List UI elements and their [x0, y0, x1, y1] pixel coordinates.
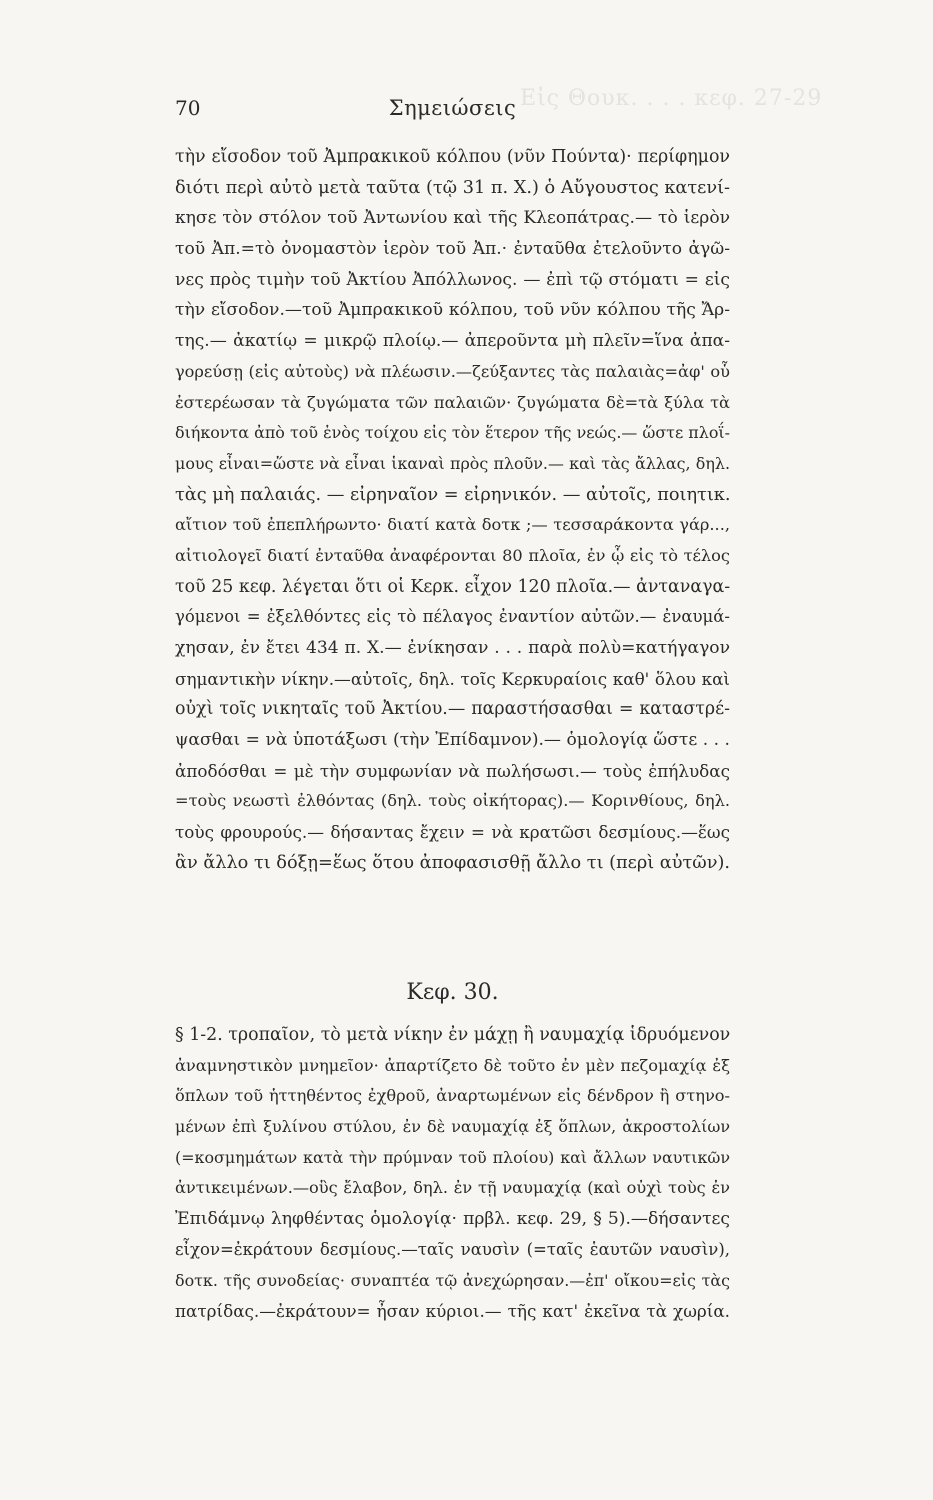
text-line: (=κοσμημάτων κατὰ τὴν πρύμναν τοῦ πλοίου) καὶ ἄλλων ναυτικῶν: [175, 1147, 730, 1167]
text-line: ὅπλων τοῦ ἡττηθέντος ἐχθροῦ, ἀναρτωμένων εἰς δένδρον ἢ στηνο-: [175, 1086, 730, 1106]
text-line: γόμενοι = ἐξελθόντες εἰς τὸ πέλαγος ἐναντίον αὐτῶν.— ἐναυμά-: [175, 607, 730, 627]
text-line: πατρίδας.—ἐκράτουν= ἦσαν κύριοι.— τῆς κατ' ἐκεῖνα τὰ χωρία.: [175, 1301, 730, 1322]
text-line: ἂν ἄλλο τι δόξῃ=ἕως ὅτου ἀποφασισθῇ ἄλλο τι (περὶ αὐτῶν).: [175, 852, 730, 873]
text-line: διήκοντα ἀπὸ τοῦ ἑνὸς τοίχου εἰς τὸν ἕτερον τῆς νεώς.— ὥστε πλοΐ-: [175, 423, 730, 443]
text-line: τοὺς φρουρούς.— δήσαντας ἔχειν = νὰ κρατῶσι δεσμίους.—ἕως: [175, 822, 730, 843]
text-line: νες πρὸς τιμὴν τοῦ Ἀκτίου Ἀπόλλωνος. — ἐπὶ τῷ στόματι = εἰς: [175, 269, 730, 290]
bleed-through-text: Εἰς Θουκ. . . . κεφ. 27-29: [520, 86, 823, 111]
text-line: της.— ἀκατίῳ = μικρῷ πλοίῳ.— ἀπεροῦντα μὴ πλεῖν=ἵνα ἀπα-: [175, 331, 730, 352]
text-line: τὴν εἴσοδον τοῦ Ἀμπρακικοῦ κόλπου (νῦν Πούντα)· περίφημον: [175, 147, 730, 167]
text-line: γορεύσῃ (εἰς αὐτοὺς) νὰ πλέωσιν.—ζεύξαντες τὰς παλαιὰς=ἀφ' οὗ: [175, 361, 730, 381]
text-line: ἀποδόσθαι = μὲ τὴν συμφωνίαν νὰ πωλήσωσι.— τοὺς ἐπήλυδας: [175, 760, 730, 781]
text-line: χησαν, ἐν ἔτει 434 π. Χ.— ἐνίκησαν . . . παρὰ πολὺ=κατήγαγον: [175, 638, 730, 658]
page-number: 70: [175, 96, 201, 120]
chapter-heading: Κεφ. 30.: [406, 980, 499, 1005]
text-line: διότι περὶ αὐτὸ μετὰ ταῦτα (τῷ 31 π. Χ.) ὁ Αὔγουστος κατενί-: [175, 177, 730, 198]
text-line: ψασθαι = νὰ ὑποτάξωσι (τὴν Ἐπίδαμνον).— ὁμολογίᾳ ὥστε . . .: [175, 730, 730, 751]
text-line: μένων ἐπὶ ξυλίνου στύλου, ἐν δὲ ναυμαχίᾳ ἐξ ὅπλων, ἀκροστολίων: [175, 1117, 730, 1137]
text-line: οὐχὶ τοῖς νικηταῖς τοῦ Ἀκτίου.— παραστήσασθαι = καταστρέ-: [175, 699, 730, 720]
text-line: § 1-2. τροπαῖον, τὸ μετὰ νίκην ἐν μάχῃ ἢ ναυμαχίᾳ ἱδρυόμενον: [175, 1025, 731, 1045]
text-line: αἴτιον τοῦ ἐπεπλήρωντο· διατί κατὰ δοτκ ;— τεσσαράκοντα γάρ...,: [175, 515, 730, 535]
commentary-text: [175, 142, 915, 879]
text-line: αἰτιολογεῖ διατί ἐνταῦθα ἀναφέρονται 80 πλοῖα, ἐν ᾧ εἰς τὸ τέλος: [175, 545, 730, 565]
text-line: ἐστερέωσαν τὰ ζυγώματα τῶν παλαιῶν· ζυγώματα δὲ=τὰ ξύλα τὰ: [175, 392, 730, 412]
text-line: τοῦ Ἀπ.=τὸ ὀνομαστὸν ἱερὸν τοῦ Ἀπ.· ἐνταῦθα ἐτελοῦντο ἀγῶ-: [175, 239, 730, 260]
text-line: τὴν εἴσοδον.—τοῦ Ἀμπρακικοῦ κόλπου, τοῦ νῦν κόλπου τῆς Ἄρ-: [175, 300, 730, 321]
text-line: σημαντικὴν νίκην.—αὐτοῖς, δηλ. τοῖς Κερκυραίοις καθ' ὅλου καὶ: [175, 668, 730, 689]
text-line: ἀντικειμένων.—οὓς ἔλαβον, δηλ. ἐν τῇ ναυμαχίᾳ (καὶ οὐχὶ τοὺς ἐν: [175, 1178, 730, 1198]
text-line: εἶχον=ἐκράτουν δεσμίους.—ταῖς ναυσὶν (=ταῖς ἑαυτῶν ναυσὶν),: [175, 1239, 730, 1259]
text-line: τοῦ 25 κεφ. λέγεται ὅτι οἱ Κερκ. εἶχον 120 πλοῖα.— ἀνταναγα-: [175, 576, 731, 597]
chapter-30-text: [175, 1020, 915, 1327]
text-line: Ἐπιδάμνῳ ληφθέντας ὁμολογίᾳ· πρβλ. κεφ. 29, § 5).—δήσαντες: [175, 1209, 730, 1230]
running-title: Σημειώσεις: [388, 96, 517, 120]
text-line: δοτκ. τῆς συνοδείας· συναπτέα τῷ ἀνεχώρησαν.—ἐπ' οἴκου=εἰς τὰς: [175, 1270, 730, 1290]
page-header: [175, 96, 730, 128]
text-line: κησε τὸν στόλον τοῦ Ἀντωνίου καὶ τῆς Κλεοπάτρας.— τὸ ἱερὸν: [175, 208, 730, 229]
text-line: =τοὺς νεωστὶ ἐλθόντας (δηλ. τοὺς οἰκήτορας).— Κορινθίους, δηλ.: [175, 791, 730, 811]
text-line: τὰς μὴ παλαιάς. — εἰρηναῖον = εἰρηνικόν. — αὐτοῖς, ποιητικ.: [175, 484, 731, 505]
text-line: ἀναμνηστικὸν μνημεῖον· ἀπαρτίζετο δὲ τοῦτο ἐν μὲν πεζομαχίᾳ ἐξ: [175, 1055, 730, 1075]
text-line: μους εἶναι=ὥστε νὰ εἶναι ἱκαναὶ πρὸς πλοῦν.— καὶ τὰς ἄλλας, δηλ.: [175, 453, 730, 473]
